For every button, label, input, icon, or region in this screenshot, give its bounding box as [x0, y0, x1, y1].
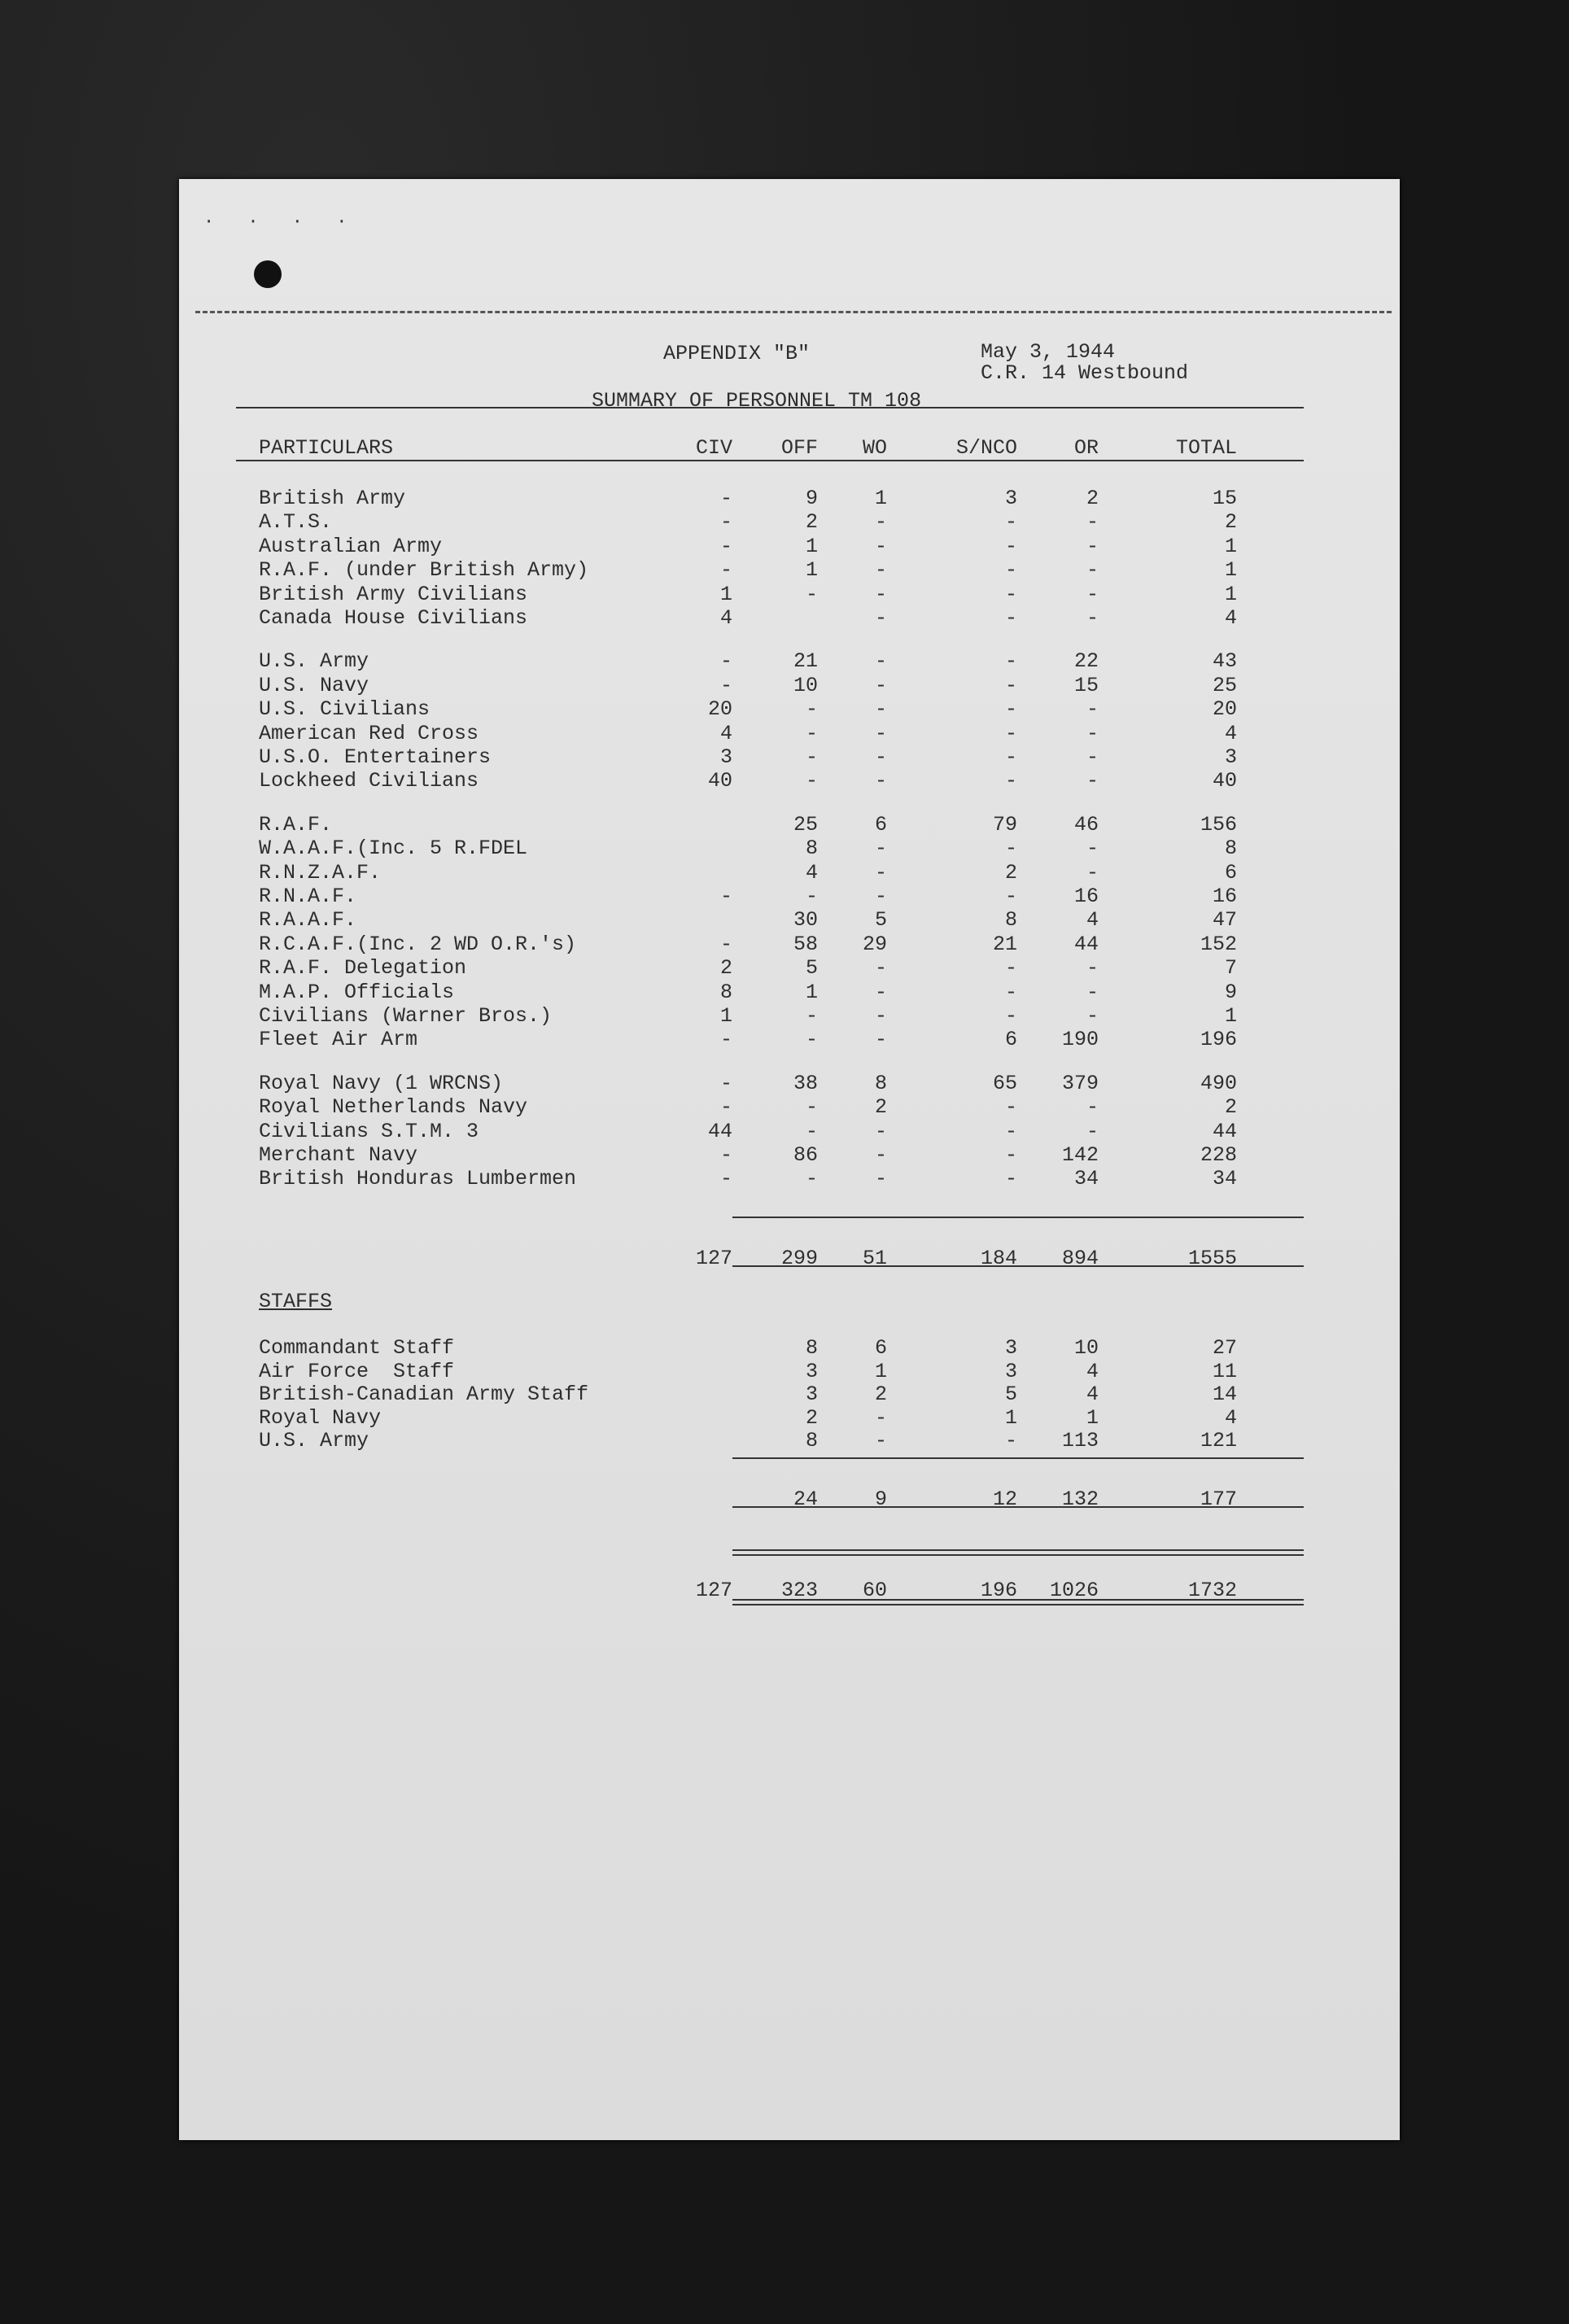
cell-total: 4 — [1224, 1405, 1237, 1430]
cell-or: 379 — [1061, 1071, 1099, 1095]
cell-sn: - — [1004, 956, 1017, 981]
column-header-off: OFF — [780, 436, 818, 460]
cell-civ: - — [719, 1095, 732, 1120]
column-header-or: OR — [1073, 436, 1099, 460]
row-label: American Red Cross — [259, 721, 479, 745]
row-label: R.A.F. Delegation — [259, 956, 467, 981]
cell-sn: - — [1004, 837, 1017, 861]
cell-or: - — [1086, 860, 1099, 885]
grand-total-row-off: 323 — [780, 1579, 818, 1602]
cell-civ: - — [719, 1143, 732, 1167]
cell-off: - — [805, 1167, 818, 1191]
cell-civ: 2 — [719, 956, 732, 981]
cell-wo: - — [874, 885, 887, 908]
cell-or: 4 — [1086, 908, 1099, 933]
cell-or: - — [1086, 1004, 1099, 1028]
subtotal-rule — [732, 1217, 1304, 1218]
cell-civ: 4 — [719, 721, 732, 745]
cell-total: 152 — [1200, 932, 1237, 956]
row-label: R.A.F. — [259, 812, 333, 837]
cell-sn: - — [1004, 649, 1017, 674]
route-label: C.R. 14 Westbound — [981, 361, 1189, 385]
cell-sn: - — [1004, 745, 1017, 769]
subtotal-row-sn: 184 — [980, 1247, 1017, 1270]
cell-total: 20 — [1212, 697, 1237, 722]
cell-off: 1 — [805, 534, 818, 558]
staffs-subtotal-row-or: 132 — [1061, 1487, 1099, 1511]
cell-or: 142 — [1061, 1143, 1099, 1167]
cell-or: 10 — [1073, 1336, 1099, 1360]
cell-total: 40 — [1212, 769, 1237, 793]
grand-total-row-total: 1732 — [1187, 1579, 1237, 1602]
cell-sn: - — [1004, 1167, 1017, 1191]
title-rule — [236, 407, 1304, 408]
row-label: U.S. Army — [259, 649, 369, 674]
cell-or: 190 — [1061, 1028, 1099, 1052]
cell-wo: - — [874, 673, 887, 697]
cell-total: 7 — [1224, 956, 1237, 981]
cell-or: 4 — [1086, 1383, 1099, 1406]
cell-civ: 8 — [719, 980, 732, 1004]
cell-sn: - — [1004, 1095, 1017, 1120]
cell-off: 58 — [793, 932, 818, 956]
cell-off: 1 — [805, 980, 818, 1004]
cell-sn: 2 — [1004, 860, 1017, 885]
cell-total: 1 — [1224, 582, 1237, 606]
cell-wo: - — [874, 860, 887, 885]
cell-total: 6 — [1224, 860, 1237, 885]
row-label: Canada House Civilians — [259, 606, 528, 630]
cell-wo: 6 — [874, 812, 887, 837]
column-header-total: TOTAL — [1175, 436, 1237, 460]
grand-total-row-sn: 196 — [980, 1579, 1017, 1602]
cell-wo: - — [874, 745, 887, 769]
appendix-title: APPENDIX "B" — [663, 342, 811, 365]
cell-sn: 1 — [1004, 1405, 1017, 1430]
cell-off: 10 — [793, 673, 818, 697]
cell-wo: - — [874, 649, 887, 674]
subtotal-row-or: 894 — [1061, 1247, 1099, 1270]
staffs-subtotal-row-wo: 9 — [874, 1487, 887, 1511]
cell-sn: - — [1004, 673, 1017, 697]
cell-sn: 79 — [992, 812, 1017, 837]
cell-civ: 4 — [719, 606, 732, 630]
cell-sn: - — [1004, 697, 1017, 722]
grand-rule-1 — [732, 1549, 1304, 1551]
cell-or: 4 — [1086, 1359, 1099, 1383]
cell-wo: - — [874, 558, 887, 583]
cell-or: 113 — [1061, 1429, 1099, 1452]
cell-wo: 2 — [874, 1095, 887, 1120]
grand-rule-2 — [732, 1554, 1304, 1556]
row-label: British Army Civilians — [259, 582, 528, 606]
cell-or: 34 — [1073, 1167, 1099, 1191]
document-page — [179, 179, 1400, 2140]
row-label: Australian Army — [259, 534, 443, 558]
cell-or: - — [1086, 534, 1099, 558]
cell-or: - — [1086, 980, 1099, 1004]
row-label: Royal Netherlands Navy — [259, 1095, 528, 1120]
cell-off: 30 — [793, 908, 818, 933]
cell-off: 38 — [793, 1071, 818, 1095]
staffs-heading: STAFFS — [259, 1290, 333, 1313]
cell-wo: - — [874, 1004, 887, 1028]
cell-off: 2 — [805, 1405, 818, 1430]
cell-civ: 3 — [719, 745, 732, 769]
row-label: British-Canadian Army Staff — [259, 1383, 589, 1406]
cell-total: 4 — [1224, 606, 1237, 630]
cell-total: 3 — [1224, 745, 1237, 769]
cell-off: - — [805, 582, 818, 606]
cell-or: - — [1086, 1119, 1099, 1143]
cell-wo: 29 — [862, 932, 887, 956]
cell-civ: - — [719, 558, 732, 583]
cell-off: 8 — [805, 1429, 818, 1452]
grand-total-row-or: 1026 — [1049, 1579, 1099, 1602]
cell-off: - — [805, 1028, 818, 1052]
cell-sn: 65 — [992, 1071, 1017, 1095]
cell-sn: 5 — [1004, 1383, 1017, 1406]
cell-total: 9 — [1224, 980, 1237, 1004]
cell-sn: - — [1004, 721, 1017, 745]
cell-wo: 1 — [874, 487, 887, 510]
column-header-wo: WO — [862, 436, 887, 460]
cell-total: 25 — [1212, 673, 1237, 697]
cell-sn: - — [1004, 1119, 1017, 1143]
cell-total: 228 — [1200, 1143, 1237, 1167]
cell-or: 22 — [1073, 649, 1099, 674]
cell-or: - — [1086, 697, 1099, 722]
cell-wo: - — [874, 1167, 887, 1191]
row-label: R.N.A.F. — [259, 885, 357, 908]
grand-total-row-wo: 60 — [862, 1579, 887, 1602]
row-label: W.A.A.F.(Inc. 5 R.FDEL — [259, 837, 528, 861]
cell-wo: - — [874, 1143, 887, 1167]
row-label: U.S.O. Entertainers — [259, 745, 492, 769]
row-label: M.A.P. Officials — [259, 980, 455, 1004]
staffs-subtotal-row-sn: 12 — [992, 1487, 1017, 1511]
row-label: Commandant Staff — [259, 1336, 455, 1360]
cell-total: 121 — [1200, 1429, 1237, 1452]
cell-wo: 1 — [874, 1359, 887, 1383]
cell-total: 14 — [1212, 1383, 1237, 1406]
row-label: Lockheed Civilians — [259, 769, 479, 793]
cell-civ: - — [719, 1071, 732, 1095]
document-date: May 3, 1944 — [981, 340, 1116, 364]
cell-sn: 8 — [1004, 908, 1017, 933]
cell-sn: 3 — [1004, 1336, 1017, 1360]
staffs-subtotal-row-total: 177 — [1200, 1487, 1237, 1511]
cell-or: - — [1086, 606, 1099, 630]
cell-wo: 8 — [874, 1071, 887, 1095]
cell-wo: - — [874, 1405, 887, 1430]
cell-sn: - — [1004, 980, 1017, 1004]
top-marks: · · · · — [203, 212, 359, 232]
cell-or: 44 — [1073, 932, 1099, 956]
cell-off: - — [805, 1095, 818, 1120]
cell-or: - — [1086, 837, 1099, 861]
cell-sn: - — [1004, 510, 1017, 535]
cell-off: 3 — [805, 1359, 818, 1383]
cell-off: 21 — [793, 649, 818, 674]
cell-or: - — [1086, 510, 1099, 535]
cell-or: 1 — [1086, 1405, 1099, 1430]
cell-total: 43 — [1212, 649, 1237, 674]
cell-total: 47 — [1212, 908, 1237, 933]
cell-wo: - — [874, 980, 887, 1004]
cell-or: 46 — [1073, 812, 1099, 837]
cell-off: - — [805, 697, 818, 722]
cell-total: 156 — [1200, 812, 1237, 837]
row-label: U.S. Navy — [259, 673, 369, 697]
row-label: Royal Navy — [259, 1405, 382, 1430]
row-label: Air Force Staff — [259, 1359, 455, 1383]
staffs-underline — [732, 1506, 1304, 1508]
column-header-snco: S/NCO — [955, 436, 1017, 460]
cell-sn: - — [1004, 606, 1017, 630]
cell-off: 1 — [805, 558, 818, 583]
row-label: R.N.Z.A.F. — [259, 860, 382, 885]
cell-civ: - — [719, 487, 732, 510]
cell-or: - — [1086, 558, 1099, 583]
column-header-civ: CIV — [695, 436, 732, 460]
cell-sn: - — [1004, 558, 1017, 583]
cell-civ: 40 — [707, 769, 732, 793]
cell-total: 1 — [1224, 534, 1237, 558]
cell-wo: 6 — [874, 1336, 887, 1360]
cell-sn: - — [1004, 769, 1017, 793]
cell-wo: - — [874, 582, 887, 606]
cell-off: 9 — [805, 487, 818, 510]
cell-civ: - — [719, 673, 732, 697]
cell-off: - — [805, 769, 818, 793]
cell-sn: 3 — [1004, 1359, 1017, 1383]
row-label: R.A.F. (under British Army) — [259, 558, 589, 583]
grand-total-row-civ: 127 — [695, 1579, 732, 1602]
cell-off: - — [805, 745, 818, 769]
row-label: British Army — [259, 487, 406, 510]
row-label: British Honduras Lumbermen — [259, 1167, 577, 1191]
cell-civ: - — [719, 510, 732, 535]
cell-total: 27 — [1212, 1336, 1237, 1360]
row-label: R.A.A.F. — [259, 908, 357, 933]
cell-sn: - — [1004, 534, 1017, 558]
subtotal-underline — [732, 1265, 1304, 1267]
cell-off: 8 — [805, 837, 818, 861]
cell-off: 86 — [793, 1143, 818, 1167]
cell-wo: 5 — [874, 908, 887, 933]
cell-off: - — [805, 1119, 818, 1143]
cell-civ: 1 — [719, 1004, 732, 1028]
cell-civ: - — [719, 534, 732, 558]
perforation-line — [195, 311, 1392, 313]
cell-civ: - — [719, 1167, 732, 1191]
cell-or: - — [1086, 582, 1099, 606]
cell-off: 2 — [805, 510, 818, 535]
cell-total: 490 — [1200, 1071, 1237, 1095]
punch-hole — [254, 260, 282, 288]
cell-or: 15 — [1073, 673, 1099, 697]
cell-total: 1 — [1224, 558, 1237, 583]
cell-total: 2 — [1224, 1095, 1237, 1120]
cell-off: - — [805, 885, 818, 908]
row-label: U.S. Army — [259, 1429, 369, 1452]
cell-total: 2 — [1224, 510, 1237, 535]
cell-or: 2 — [1086, 487, 1099, 510]
cell-civ: 20 — [707, 697, 732, 722]
row-label: A.T.S. — [259, 510, 333, 535]
cell-total: 44 — [1212, 1119, 1237, 1143]
cell-sn: 6 — [1004, 1028, 1017, 1052]
cell-civ: - — [719, 932, 732, 956]
cell-civ: - — [719, 885, 732, 908]
cell-total: 4 — [1224, 721, 1237, 745]
row-label: R.C.A.F.(Inc. 2 WD O.R.'s) — [259, 932, 577, 956]
cell-wo: - — [874, 769, 887, 793]
cell-total: 1 — [1224, 1004, 1237, 1028]
cell-civ: - — [719, 649, 732, 674]
cell-wo: - — [874, 956, 887, 981]
cell-wo: - — [874, 510, 887, 535]
row-label: Fleet Air Arm — [259, 1028, 418, 1052]
cell-or: - — [1086, 956, 1099, 981]
row-label: Civilians (Warner Bros.) — [259, 1004, 553, 1028]
cell-wo: - — [874, 1429, 887, 1452]
grand-underline-1 — [732, 1599, 1304, 1601]
row-label: Civilians S.T.M. 3 — [259, 1119, 479, 1143]
subtotal-row-off: 299 — [780, 1247, 818, 1270]
cell-or: - — [1086, 721, 1099, 745]
cell-off: - — [805, 721, 818, 745]
cell-wo: - — [874, 606, 887, 630]
cell-wo: - — [874, 697, 887, 722]
cell-total: 196 — [1200, 1028, 1237, 1052]
cell-sn: - — [1004, 1143, 1017, 1167]
cell-total: 8 — [1224, 837, 1237, 861]
cell-total: 11 — [1212, 1359, 1237, 1383]
staffs-subtotal-row-off: 24 — [793, 1487, 818, 1511]
cell-off: 3 — [805, 1383, 818, 1406]
cell-civ: 44 — [707, 1119, 732, 1143]
cell-wo: - — [874, 721, 887, 745]
cell-total: 15 — [1212, 487, 1237, 510]
cell-wo: - — [874, 837, 887, 861]
cell-sn: - — [1004, 1429, 1017, 1452]
cell-wo: - — [874, 534, 887, 558]
grand-underline-2 — [732, 1604, 1304, 1605]
cell-civ: 1 — [719, 582, 732, 606]
cell-sn: - — [1004, 582, 1017, 606]
cell-wo: - — [874, 1119, 887, 1143]
cell-wo: 2 — [874, 1383, 887, 1406]
cell-sn: 3 — [1004, 487, 1017, 510]
cell-wo: - — [874, 1028, 887, 1052]
row-label: Merchant Navy — [259, 1143, 418, 1167]
cell-off: 25 — [793, 812, 818, 837]
staffs-rule — [732, 1457, 1304, 1459]
cell-civ: - — [719, 1028, 732, 1052]
cell-or: - — [1086, 769, 1099, 793]
column-header-particulars: PARTICULARS — [259, 436, 394, 460]
cell-or: 16 — [1073, 885, 1099, 908]
cell-or: - — [1086, 745, 1099, 769]
subtotal-row-civ: 127 — [695, 1247, 732, 1270]
header-rule — [236, 460, 1304, 461]
cell-off: 4 — [805, 860, 818, 885]
subtotal-row-wo: 51 — [862, 1247, 887, 1270]
row-label: Royal Navy (1 WRCNS) — [259, 1071, 504, 1095]
cell-total: 16 — [1212, 885, 1237, 908]
cell-total: 34 — [1212, 1167, 1237, 1191]
subtotal-row-total: 1555 — [1187, 1247, 1237, 1270]
cell-or: - — [1086, 1095, 1099, 1120]
cell-sn: - — [1004, 1004, 1017, 1028]
summary-title: SUMMARY OF PERSONNEL TM 108 — [592, 389, 922, 413]
cell-off: 5 — [805, 956, 818, 981]
cell-sn: 21 — [992, 932, 1017, 956]
cell-off: 8 — [805, 1336, 818, 1360]
cell-sn: - — [1004, 885, 1017, 908]
row-label: U.S. Civilians — [259, 697, 430, 722]
cell-off: - — [805, 1004, 818, 1028]
